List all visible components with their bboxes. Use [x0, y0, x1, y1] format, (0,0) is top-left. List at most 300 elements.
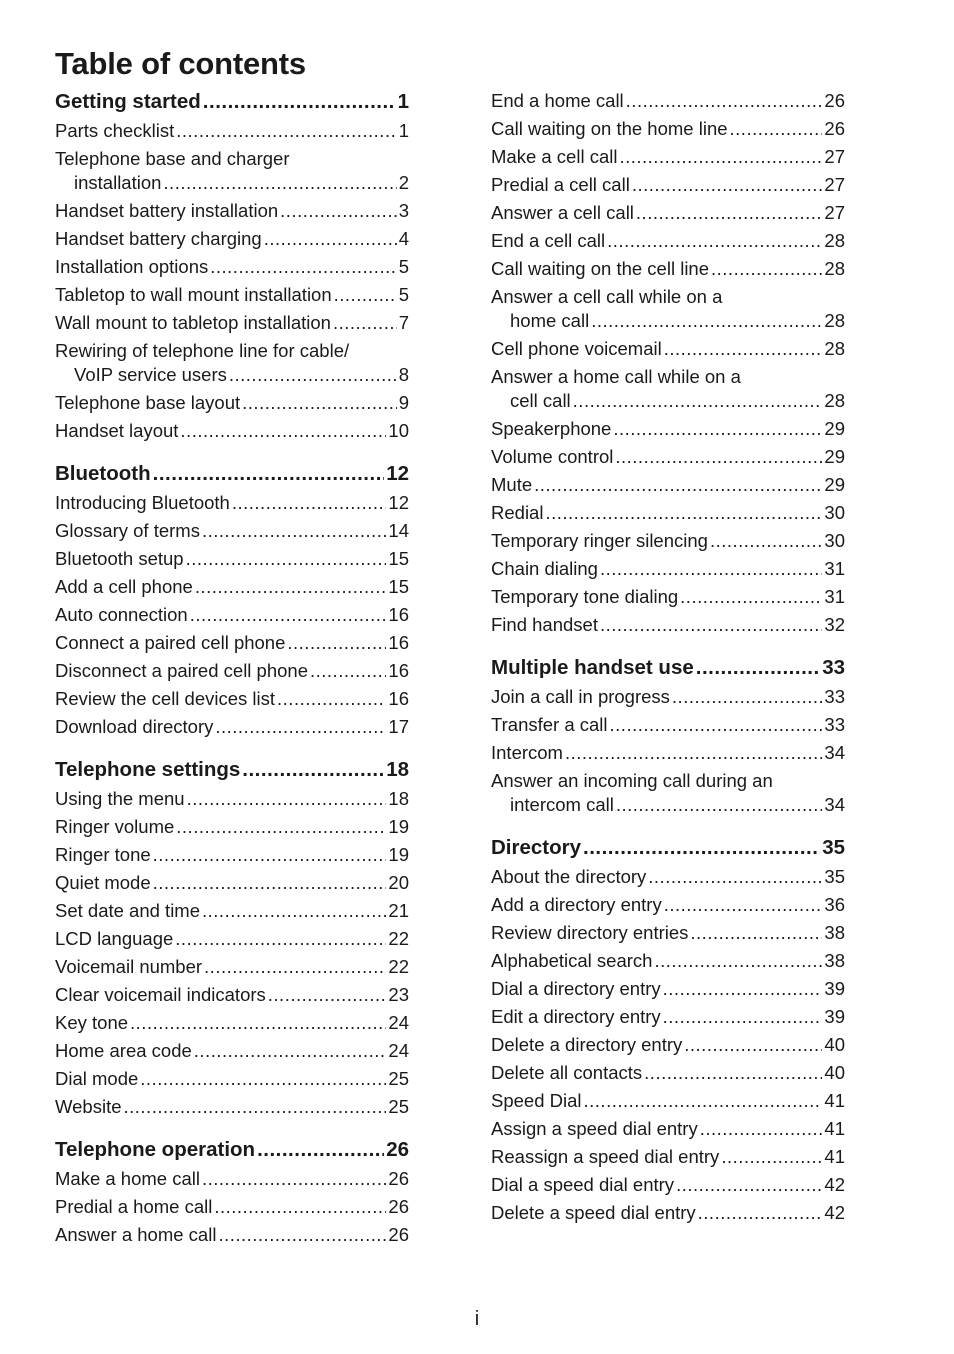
toc-entry[interactable]: [491, 614, 845, 642]
toc-entry[interactable]: [55, 312, 409, 340]
leader-dots: [711, 258, 822, 280]
section-heading[interactable]: [55, 90, 409, 120]
leader-dots: [242, 758, 384, 782]
entry-label: Using the menu: [55, 788, 185, 809]
entry-page-number: 23: [388, 984, 409, 1005]
entry-page-number: 39: [824, 1006, 845, 1027]
toc-entry[interactable]: [55, 660, 409, 688]
entry-label: Mute: [491, 474, 533, 495]
entry-page-number: 8: [398, 364, 409, 385]
entry-page-number: 16: [388, 688, 409, 709]
entry-page-number: 38: [824, 950, 845, 971]
entry-page-number: 26: [388, 1168, 409, 1189]
leader-dots: [664, 338, 823, 360]
leader-dots: [333, 312, 397, 334]
entry-label: Reassign a speed dial entry: [491, 1146, 720, 1167]
toc-right-column: [491, 90, 845, 1244]
entry-label: Speed Dial: [491, 1090, 582, 1111]
entry-label: Answer a cell call: [491, 202, 634, 223]
toc-entry[interactable]: [491, 714, 845, 742]
toc-entry[interactable]: [55, 1224, 409, 1252]
entry-label: Review directory entries: [491, 922, 689, 943]
toc-entry[interactable]: [491, 950, 845, 978]
entry-label: Transfer a call: [491, 714, 608, 735]
leader-dots: [195, 576, 387, 598]
toc-entry[interactable]: [491, 418, 845, 446]
entry-page-number: 31: [824, 558, 845, 579]
section-heading[interactable]: [55, 462, 409, 492]
entry-page-number: 3: [398, 200, 409, 221]
toc-entry[interactable]: [491, 90, 845, 118]
toc-entry[interactable]: [55, 576, 409, 604]
toc-entry[interactable]: [55, 256, 409, 284]
leader-dots: [610, 714, 823, 736]
leader-dots: [684, 1034, 822, 1056]
leader-dots: [190, 604, 387, 626]
toc-entry[interactable]: [491, 502, 845, 530]
toc-entry[interactable]: [55, 604, 409, 632]
toc-entry[interactable]: [55, 688, 409, 716]
toc-entry[interactable]: [55, 956, 409, 984]
toc-entry[interactable]: [55, 716, 409, 744]
toc-entry[interactable]: [55, 1196, 409, 1224]
entry-label: Predial a home call: [55, 1196, 213, 1217]
entry-label: Chain dialing: [491, 558, 598, 579]
toc-section: [55, 758, 409, 1124]
entry-page-number: 29: [824, 474, 845, 495]
toc-entry[interactable]: [491, 1146, 845, 1174]
entry-label: Handset battery installation: [55, 200, 279, 221]
entry-label-continuation: [491, 310, 845, 338]
leader-dots: [257, 1138, 384, 1162]
entry-label: Bluetooth setup: [55, 548, 184, 569]
leader-dots: [672, 686, 823, 708]
toc-entry[interactable]: [491, 978, 845, 1006]
section-heading[interactable]: [491, 836, 845, 866]
entry-page-number: 31: [824, 586, 845, 607]
leader-dots: [277, 688, 386, 710]
leader-dots: [573, 390, 823, 412]
entry-page-number: 40: [824, 1034, 845, 1055]
entry-page-number: 4: [398, 228, 409, 249]
entry-label: Call waiting on the cell line: [491, 258, 710, 279]
toc-section: [55, 90, 409, 448]
entry-label-line2: cell call: [510, 390, 571, 411]
entry-page-number: 24: [388, 1040, 409, 1061]
toc-section: [491, 90, 845, 642]
entry-page-number: 25: [388, 1096, 409, 1117]
toc-entry[interactable]: [491, 1118, 845, 1146]
page-number: i: [474, 1308, 480, 1330]
toc-entry[interactable]: [55, 928, 409, 956]
entry-label: Add a directory entry: [491, 894, 662, 915]
leader-dots: [615, 446, 822, 468]
entry-label: Answer a home call: [55, 1224, 217, 1245]
entry-label: Set date and time: [55, 900, 201, 921]
entry-page-number: 42: [824, 1174, 845, 1195]
entry-label: Add a cell phone: [55, 576, 193, 597]
toc-entry[interactable]: [55, 120, 409, 148]
entry-page-number: 41: [824, 1118, 845, 1139]
leader-dots: [176, 120, 396, 142]
toc-section: [55, 1138, 409, 1252]
entry-label: Telephone base layout: [55, 392, 241, 413]
leader-dots: [663, 978, 823, 1000]
leader-dots: [140, 1068, 386, 1090]
entry-label: Download directory: [55, 716, 214, 737]
entry-label: Introducing Bluetooth: [55, 492, 230, 513]
toc-entry[interactable]: [55, 844, 409, 872]
leader-dots: [242, 392, 397, 414]
toc-entry[interactable]: [491, 366, 845, 418]
entry-page-number: 28: [824, 338, 845, 359]
leader-dots: [215, 716, 386, 738]
entry-label-line2: home call: [510, 310, 590, 331]
toc-entry[interactable]: [491, 202, 845, 230]
leader-dots: [124, 1096, 387, 1118]
toc-entry[interactable]: [491, 258, 845, 286]
leader-dots: [632, 174, 823, 196]
leader-dots: [280, 200, 397, 222]
leader-dots: [153, 872, 387, 894]
entry-page-number: 15: [388, 548, 409, 569]
entry-label: Intercom: [491, 742, 563, 763]
toc-entry[interactable]: [55, 1068, 409, 1096]
entry-page-number: 7: [398, 312, 409, 333]
entry-label: Find handset: [491, 614, 598, 635]
entry-label: Dial mode: [55, 1068, 139, 1089]
section-heading-label: Directory: [491, 836, 582, 859]
leader-dots: [264, 228, 397, 250]
entry-label: Rewiring of telephone line for cable/: [55, 340, 350, 361]
section-page-number: 1: [397, 90, 409, 113]
entry-page-number: 30: [824, 530, 845, 551]
section-heading-label: Telephone operation: [55, 1138, 256, 1161]
entry-page-number: 26: [388, 1224, 409, 1245]
entry-label: Temporary tone dialing: [491, 586, 679, 607]
leader-dots: [584, 1090, 823, 1112]
entry-page-number: 10: [388, 420, 409, 441]
entry-label: Predial a cell call: [491, 174, 630, 195]
entry-page-number: 35: [824, 866, 845, 887]
toc-entry[interactable]: [491, 530, 845, 558]
entry-page-number: 18: [388, 788, 409, 809]
entry-label: Make a cell call: [491, 146, 618, 167]
entry-label: Delete a speed dial entry: [491, 1202, 696, 1223]
toc-entry[interactable]: [491, 1202, 845, 1230]
entry-label: Ringer tone: [55, 844, 151, 865]
toc-entry[interactable]: [491, 586, 845, 614]
entry-page-number: 21: [388, 900, 409, 921]
entry-label: Delete all contacts: [491, 1062, 643, 1083]
toc-entry[interactable]: [491, 558, 845, 586]
entry-label: Ringer volume: [55, 816, 175, 837]
entry-page-number: 26: [824, 90, 845, 111]
entry-label: Edit a directory entry: [491, 1006, 661, 1027]
entry-label: Make a home call: [55, 1168, 200, 1189]
entry-page-number: 33: [824, 686, 845, 707]
toc-entry[interactable]: [55, 200, 409, 228]
section-page-number: 33: [822, 656, 845, 679]
entry-page-number: 28: [824, 230, 845, 251]
toc-entry[interactable]: [55, 284, 409, 312]
toc-entry[interactable]: [491, 1006, 845, 1034]
leader-dots: [664, 894, 823, 916]
entry-label: Quiet mode: [55, 872, 151, 893]
toc-entry[interactable]: [55, 228, 409, 256]
leader-dots: [153, 844, 387, 866]
leader-dots: [176, 816, 386, 838]
toc-entry[interactable]: [55, 492, 409, 520]
leader-dots: [310, 660, 386, 682]
leader-dots: [626, 90, 823, 112]
leader-dots: [565, 742, 822, 764]
leader-dots: [654, 950, 822, 972]
toc-entry[interactable]: [491, 894, 845, 922]
entry-page-number: 17: [388, 716, 409, 737]
leader-dots: [287, 632, 386, 654]
leader-dots: [644, 1062, 822, 1084]
leader-dots: [194, 1040, 387, 1062]
leader-dots: [648, 866, 822, 888]
toc-entry[interactable]: [491, 922, 845, 950]
entry-page-number: 34: [824, 742, 845, 763]
leader-dots: [175, 928, 386, 950]
entry-label: Handset battery charging: [55, 228, 262, 249]
leader-dots: [203, 90, 396, 114]
entry-page-number: 27: [824, 146, 845, 167]
toc-entry[interactable]: [55, 1040, 409, 1068]
entry-page-number: 36: [824, 894, 845, 915]
toc-entry[interactable]: [55, 632, 409, 660]
leader-dots: [202, 520, 386, 542]
entry-page-number: 29: [824, 418, 845, 439]
entry-label: Answer an incoming call during an: [491, 770, 773, 791]
entry-page-number: 12: [388, 492, 409, 513]
leader-dots: [721, 1146, 822, 1168]
leader-dots: [676, 1174, 822, 1196]
entry-page-number: 2: [398, 172, 409, 193]
toc-entry[interactable]: [491, 1062, 845, 1090]
leader-dots: [600, 614, 822, 636]
entry-page-number: 16: [388, 604, 409, 625]
entry-label: Answer a home call while on a: [491, 366, 741, 387]
toc-entry[interactable]: [55, 1012, 409, 1040]
entry-label: Cell phone voicemail: [491, 338, 662, 359]
toc-entry[interactable]: [491, 286, 845, 338]
section-heading-label: Multiple handset use: [491, 656, 694, 679]
entry-label: Auto connection: [55, 604, 188, 625]
section-heading-label: Getting started: [55, 90, 201, 113]
leader-dots: [534, 474, 822, 496]
entry-page-number: 22: [388, 928, 409, 949]
leader-dots: [730, 118, 823, 140]
entry-label-continuation: [491, 390, 845, 418]
toc-entry[interactable]: [55, 392, 409, 420]
toc-entry[interactable]: [491, 686, 845, 714]
section-page-number: 12: [386, 462, 409, 485]
toc-section: [491, 656, 845, 822]
entry-page-number: 27: [824, 202, 845, 223]
toc-entry[interactable]: [55, 1096, 409, 1124]
entry-label-continuation: [491, 794, 845, 822]
entry-label: Key tone: [55, 1012, 129, 1033]
toc-entry[interactable]: [491, 866, 845, 894]
section-heading-label: Bluetooth: [55, 462, 151, 485]
page-title: Table of contents: [55, 46, 306, 81]
leader-dots: [545, 502, 822, 524]
entry-label: Telephone base and charger: [55, 148, 290, 169]
entry-label: Connect a paired cell phone: [55, 632, 286, 653]
entry-page-number: 22: [388, 956, 409, 977]
entry-page-number: 5: [398, 284, 409, 305]
leader-dots: [202, 1168, 386, 1190]
entry-label: End a cell call: [491, 230, 606, 251]
entry-page-number: 15: [388, 576, 409, 597]
leader-dots: [710, 530, 822, 552]
toc-entry[interactable]: [55, 148, 409, 200]
entry-label: About the directory: [491, 866, 647, 887]
entry-page-number: 38: [824, 922, 845, 943]
entry-label: LCD language: [55, 928, 174, 949]
leader-dots: [153, 462, 385, 486]
toc-entry[interactable]: [491, 770, 845, 822]
leader-dots: [163, 172, 396, 194]
toc-entry[interactable]: [55, 816, 409, 844]
entry-page-number: 19: [388, 816, 409, 837]
entry-label: Disconnect a paired cell phone: [55, 660, 308, 681]
section-heading-label: Telephone settings: [55, 758, 241, 781]
toc-entry[interactable]: [55, 340, 409, 392]
section-page-number: 35: [822, 836, 845, 859]
toc-section: [491, 836, 845, 1230]
leader-dots: [700, 1118, 823, 1140]
entry-page-number: 28: [824, 258, 845, 279]
toc-entry[interactable]: [491, 230, 845, 258]
toc-entry[interactable]: [55, 520, 409, 548]
section-heading[interactable]: [55, 758, 409, 788]
entry-label: Temporary ringer silencing: [491, 530, 708, 551]
leader-dots: [180, 420, 386, 442]
entry-page-number: 20: [388, 872, 409, 893]
entry-label-line2: VoIP service users: [74, 364, 227, 385]
entry-page-number: 28: [824, 310, 845, 331]
section-page-number: 18: [386, 758, 409, 781]
entry-page-number: 9: [398, 392, 409, 413]
leader-dots: [187, 788, 387, 810]
toc-entry[interactable]: [55, 548, 409, 576]
entry-label: Answer a cell call while on a: [491, 286, 723, 307]
entry-label: Review the cell devices list: [55, 688, 276, 709]
entry-label: Alphabetical search: [491, 950, 653, 971]
section-heading[interactable]: [55, 1138, 409, 1168]
entry-label: Assign a speed dial entry: [491, 1118, 698, 1139]
toc-entry[interactable]: [491, 474, 845, 502]
entry-label: Redial: [491, 502, 544, 523]
entry-label: Speakerphone: [491, 418, 612, 439]
toc-entry[interactable]: [55, 1168, 409, 1196]
entry-label: Home area code: [55, 1040, 192, 1061]
leader-dots: [229, 364, 397, 386]
toc-entry[interactable]: [491, 174, 845, 202]
section-heading[interactable]: [491, 656, 845, 686]
entry-page-number: 28: [824, 390, 845, 411]
entry-page-number: 41: [824, 1146, 845, 1167]
entry-page-number: 32: [824, 614, 845, 635]
toc-entry[interactable]: [55, 788, 409, 816]
leader-dots: [334, 284, 397, 306]
entry-label: Installation options: [55, 256, 209, 277]
entry-page-number: 26: [388, 1196, 409, 1217]
toc-entry[interactable]: [55, 420, 409, 448]
entry-page-number: 39: [824, 978, 845, 999]
leader-dots: [613, 418, 822, 440]
entry-label-line2: intercom call: [510, 794, 614, 815]
entry-label: Handset layout: [55, 420, 179, 441]
entry-label: Wall mount to tabletop installation: [55, 312, 331, 333]
toc-entry[interactable]: [491, 1034, 845, 1062]
leader-dots: [607, 230, 822, 252]
entry-page-number: 42: [824, 1202, 845, 1223]
toc-entry[interactable]: [491, 1174, 845, 1202]
toc-entry[interactable]: [491, 338, 845, 366]
entry-label: Delete a directory entry: [491, 1034, 683, 1055]
entry-label-continuation: [55, 364, 409, 392]
leader-dots: [616, 794, 823, 816]
entry-label: Voicemail number: [55, 956, 203, 977]
toc-entry[interactable]: [55, 900, 409, 928]
leader-dots: [619, 146, 822, 168]
entry-page-number: 29: [824, 446, 845, 467]
entry-label: End a home call: [491, 90, 624, 111]
leader-dots: [218, 1224, 386, 1246]
entry-label-continuation: [55, 172, 409, 200]
leader-dots: [232, 492, 387, 514]
entry-page-number: 25: [388, 1068, 409, 1089]
entry-label: Dial a speed dial entry: [491, 1174, 675, 1195]
entry-label: Clear voicemail indicators: [55, 984, 266, 1005]
leader-dots: [204, 956, 386, 978]
leader-dots: [591, 310, 822, 332]
leader-dots: [698, 1202, 823, 1224]
toc-entry[interactable]: [491, 146, 845, 174]
entry-label: Glossary of terms: [55, 520, 200, 541]
toc-entry[interactable]: [491, 1090, 845, 1118]
leader-dots: [696, 656, 820, 680]
entry-label: Parts checklist: [55, 120, 175, 141]
toc-entry[interactable]: [491, 446, 845, 474]
toc-entry[interactable]: [55, 984, 409, 1012]
entry-page-number: 41: [824, 1090, 845, 1111]
toc-entry[interactable]: [55, 872, 409, 900]
entry-label: Website: [55, 1096, 122, 1117]
entry-page-number: 16: [388, 660, 409, 681]
entry-label: Call waiting on the home line: [491, 118, 728, 139]
entry-page-number: 16: [388, 632, 409, 653]
leader-dots: [600, 558, 822, 580]
leader-dots: [690, 922, 822, 944]
entry-label-line2: installation: [74, 172, 162, 193]
toc-entry[interactable]: [491, 742, 845, 770]
entry-page-number: 26: [824, 118, 845, 139]
entry-page-number: 33: [824, 714, 845, 735]
entry-label: Join a call in progress: [491, 686, 670, 707]
leader-dots: [130, 1012, 386, 1034]
entry-page-number: 34: [824, 794, 845, 815]
entry-label: Dial a directory entry: [491, 978, 661, 999]
section-page-number: 26: [386, 1138, 409, 1161]
toc-entry[interactable]: [491, 118, 845, 146]
